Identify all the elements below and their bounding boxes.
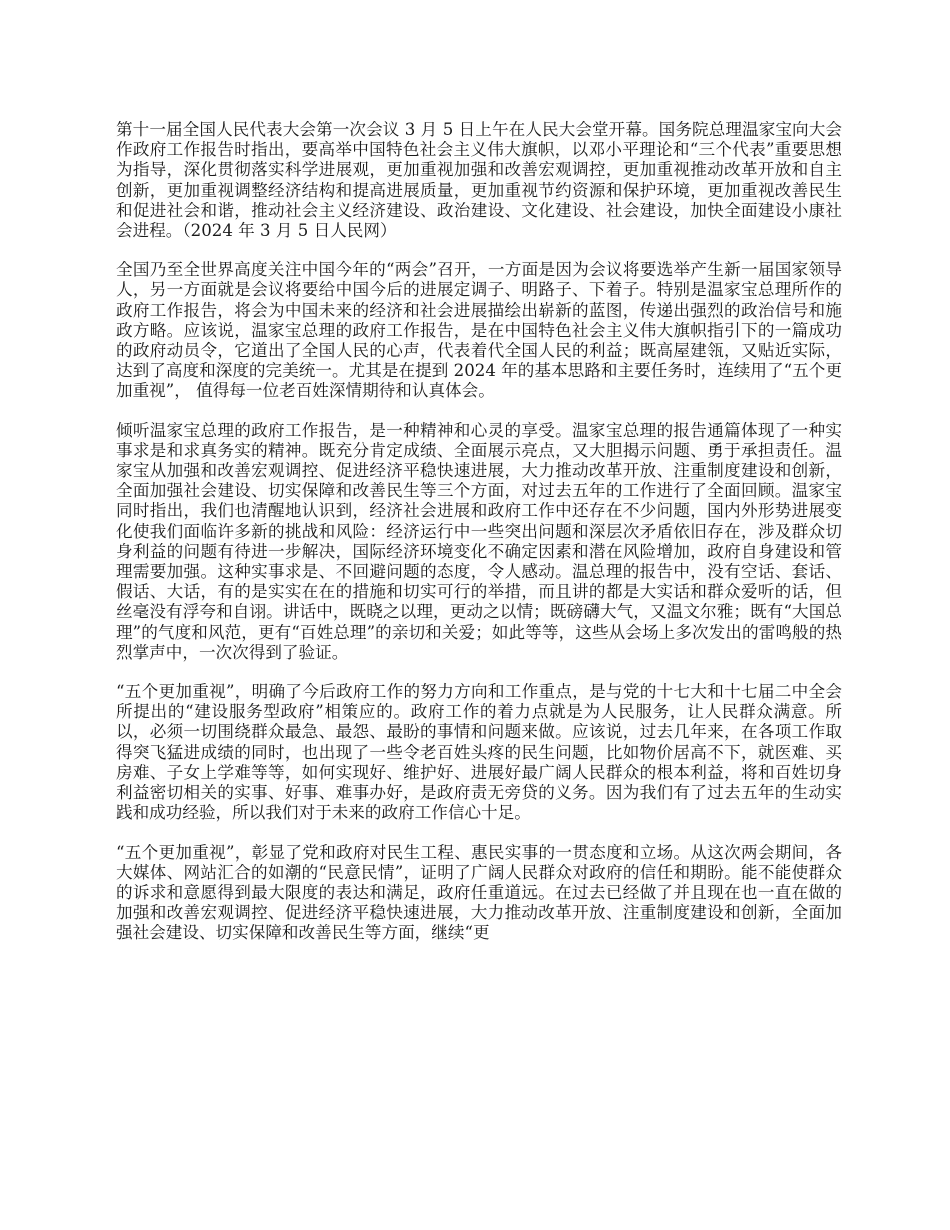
paragraph-2: 全国乃至全世界高度关注中国今年的“两会”召开，一方面是因为会议将要选举产生新一届国家领导人，另一方面就是会议将要给中国今后的进展定调子、明路子、下着子。特别是温家宝总理所作的政府工作报告，将会为中国未来的经济和社会进展描绘出崭新的蓝图，传递出强烈的政治信号和施政方略。应该说，温家宝总理的政府工作报告，是在中国特色社会主义伟大旗帜指引下的一篇成功的政府动员令，它道出了全国人民的心声，代表着代全国人民的利益；既高屋建瓴，又贴近实际，达到了高度和深度的完美统一。尤其是在提到 2024 年的基本思路和主要任务时，连续用了“五个更加重视”， 值得每一位老百姓深情期待和认真体会。 bbox=[116, 260, 842, 401]
paragraph-1: 第十一届全国人民代表大会第一次会议 3 月 5 日上午在人民大会堂开幕。国务院总理温家宝向大会作政府工作报告时指出，要高举中国特色社会主义伟大旗帜，以邓小平理论和“三个代表”重要思想为指导，深化贯彻落实科学进展观，更加重视加强和改善宏观调控，更加重视推动改革开放和自主创新，更加重视调整经济结构和提高进展质量，更加重视节约资源和保护环境，更加重视改善民生和促进社会和谐，推动社会主义经济建设、政治建设、文化建设、社会建设，加快全面建设小康社会进程。（2024 年 3 月 5 日人民网） bbox=[116, 120, 842, 241]
paragraph-4: “五个更加重视”，明确了今后政府工作的努力方向和工作重点，是与党的十七大和十七届二中全会所提出的“建设服务型政府”相策应的。政府工作的着力点就是为人民服务，让人民群众满意。所以，必须一切围绕群众最急、最怨、最盼的事情和问题来做。应该说，过去几年来，在各项工作取得突飞猛进成绩的同时，也出现了一些令老百姓头疼的民生问题，比如物价居高不下，就医难、买房难、子女上学难等等，如何实现好、维护好、进展好最广阔人民群众的根本利益，将和百姓切身利益密切相关的实事、好事、难事办好，是政府责无旁贷的义务。因为我们有了过去五年的生动实践和成功经验，所以我们对于未来的政府工作信心十足。 bbox=[116, 682, 842, 823]
paragraph-3: 倾听温家宝总理的政府工作报告，是一种精神和心灵的享受。温家宝总理的报告通篇体现了一种实事求是和求真务实的精神。既充分肯定成绩、全面展示亮点，又大胆揭示问题、勇于承担责任。温家宝从加强和改善宏观调控、促进经济平稳快速进展，大力推动改革开放、注重制度建设和创新，全面加强社会建设、切实保障和改善民生等三个方面，对过去五年的工作进行了全面回顾。温家宝同时指出，我们也清醒地认识到，经济社会进展和政府工作中还存在不少问题，国内外形势进展变化使我们面临许多新的挑战和风险：经济运行中一些突出问题和深层次矛盾依旧存在，涉及群众切身利益的问题有待进一步解决，国际经济环境变化不确定因素和潜在风险增加，政府自身建设和管理需要加强。这种实事求是、不回避问题的态度，令人感动。温总理的报告中，没有空话、套话、假话、大话，有的是实实在在的措施和切实可行的举措，而且讲的都是大实话和群众爱听的话，但丝毫没有浮夸和自诩。讲话中，既晓之以理，更动之以情；既磅礴大气，又温文尔雅；既有“大国总理”的气度和风范，更有“百姓总理”的亲切和关爱；如此等等，这些从会场上多次发出的雷鸣般的热烈掌声中，一次次得到了验证。 bbox=[116, 420, 842, 662]
document-page bbox=[116, 120, 842, 963]
paragraph-5: “五个更加重视”，彰显了党和政府对民生工程、惠民实事的一贯态度和立场。从这次两会期间，各大媒体、网站汇合的如潮的“民意民情”，证明了广阔人民群众对政府的信任和期盼。能不能使群众的诉求和意愿得到最大限度的表达和满足，政府任重道远。在过去已经做了并且现在也一直在做的加强和改善宏观调控、促进经济平稳快速进展，大力推动改革开放、注重制度建设和创新，全面加强社会建设、切实保障和改善民生等方面，继续“更 bbox=[116, 842, 842, 943]
